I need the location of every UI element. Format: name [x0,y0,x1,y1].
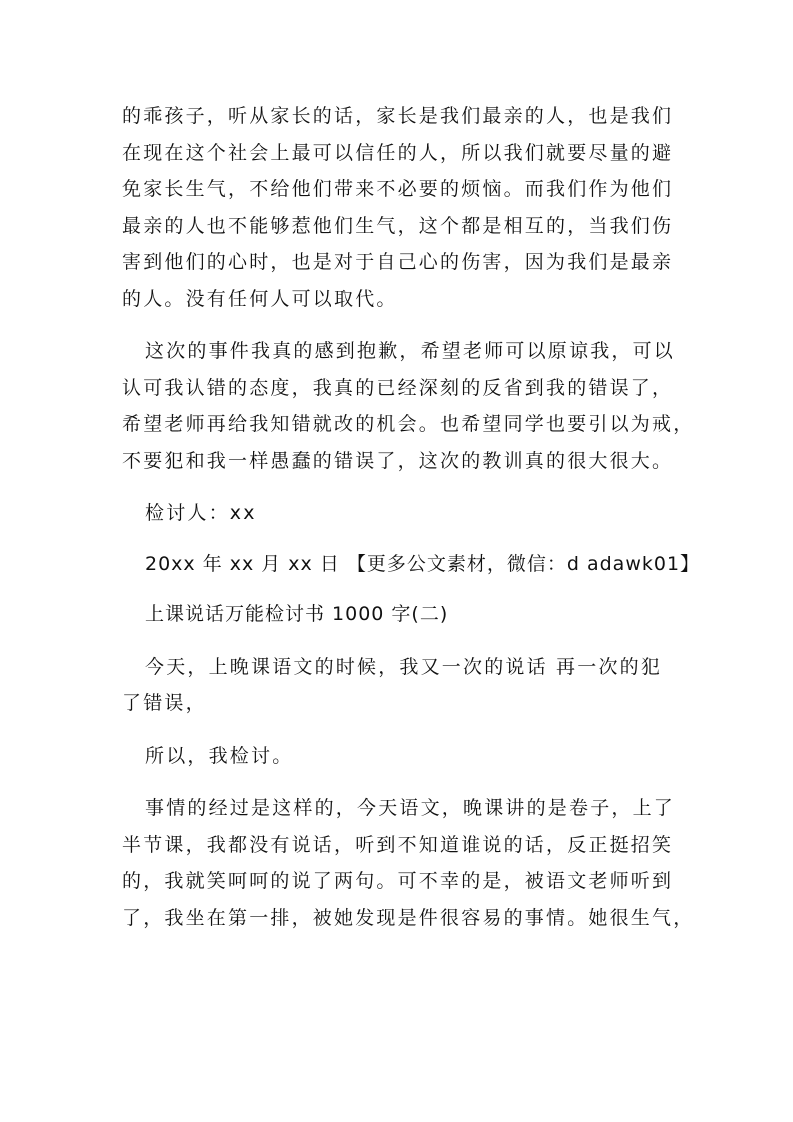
text-line: 今天，上晚课语文的时候，我又一次的说话 再一次的犯 [145,655,663,678]
text-line: 认可我认错的态度，我真的已经深刻的反省到我的错误了， [122,376,674,399]
paragraph-spacer [122,582,682,596]
text-line: 最亲的人也不能够惹他们生气，这个都是相互的，当我们伤 [122,214,674,237]
paragraph-2 [122,333,695,479]
paragraph-spacer [122,479,682,495]
paragraph-3 [122,649,682,722]
paragraph-spacer [122,633,682,649]
section-heading: 上课说话万能检讨书 1000 字(二) [145,603,449,625]
text-line: 半节课，我都没有说话，听到不知道谁说的话，反正挺招笑 [122,833,674,856]
paragraph-spacer [122,722,682,738]
text-line: 不要犯和我一样愚蠢的错误了，这次的教训真的很大很大。 [122,449,674,472]
paragraph-spacer [122,774,682,790]
text-line: 希望老师再给我知错就改的机会。也希望同学也要引以为戒， [122,413,695,435]
text-line: 了错误， [122,692,207,714]
paragraph-5 [122,790,695,936]
text-line: 所以，我检讨。 [145,744,294,767]
text-line: 这次的事件我真的感到抱歉，希望老师可以原谅我，可以 [145,340,676,362]
signer-line [122,495,682,532]
date-paragraph [122,546,701,583]
text-line: 害到他们的心时，也是对于自己心的伤害，因为我们是最亲 [122,251,674,273]
paragraph-spacer [122,532,682,546]
section-title [122,596,682,633]
text-line: 事情的经过是这样的，今天语文，晚课讲的是卷子，上了 [145,797,676,819]
text-line: 了，我坐在第一排，被她发现是件很容易的事情。她很生气， [122,906,695,929]
paragraph-1 [122,98,682,317]
document-body [122,98,701,936]
text-line: 的人。没有任何人可以取代。 [122,287,398,310]
text-line: 的乖孩子，听从家长的话，家长是我们最亲的人，也是我们 [122,105,674,127]
paragraph-spacer [122,317,682,333]
text-line: 的，我就笑呵呵的说了两句。可不幸的是，被语文老师听到 [122,870,674,892]
signer: 检讨人：xx [145,502,257,524]
text-line: 免家长生气，不给他们带来不必要的烦恼。而我们作为他们 [122,178,674,200]
text-line: 在现在这个社会上最可以信任的人，所以我们就要尽量的避 [122,141,674,164]
paragraph-4 [122,738,682,775]
date-line: 20xx 年 xx 月 xx 日 【更多公文素材，微信：d adawk01】 [145,552,701,575]
